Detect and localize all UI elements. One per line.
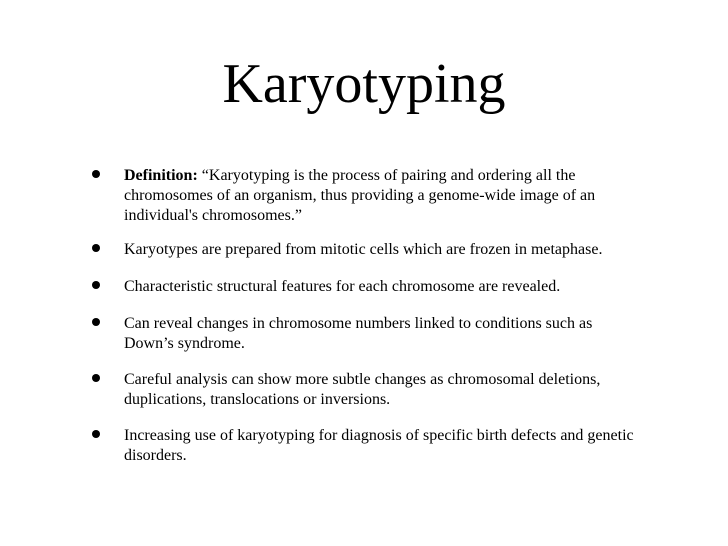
bullet-icon [92, 374, 100, 382]
slide-title: Karyotyping [222, 53, 506, 115]
definition-text: “Karyotyping is the process of pairing and ordering all the chromosomes of an organism, thus providing a genome-wide image of an individual's chromosomes.” [124, 167, 596, 224]
bullet-text [124, 166, 644, 226]
bullet-text: Characteristic structural features for each chromosome are revealed. [124, 278, 561, 295]
bullet-icon [92, 170, 100, 178]
bullet-icon [92, 430, 100, 438]
bullet-icon [92, 281, 100, 289]
bullet-text: Increasing use of karyotyping for diagnosis of specific birth defects and genetic disorders. [124, 427, 634, 464]
bullet-text: Karyotypes are prepared from mitotic cells which are frozen in metaphase. [124, 241, 603, 258]
definition-term: Definition: [124, 167, 198, 184]
bullet-icon [92, 318, 100, 326]
bullet-icon [92, 244, 100, 252]
bullet-text: Can reveal changes in chromosome numbers linked to conditions such as Down’s syndrome. [124, 315, 593, 352]
bullet-text: Careful analysis can show more subtle changes as chromosomal deletions, duplications, translocations or inversions. [124, 371, 601, 408]
